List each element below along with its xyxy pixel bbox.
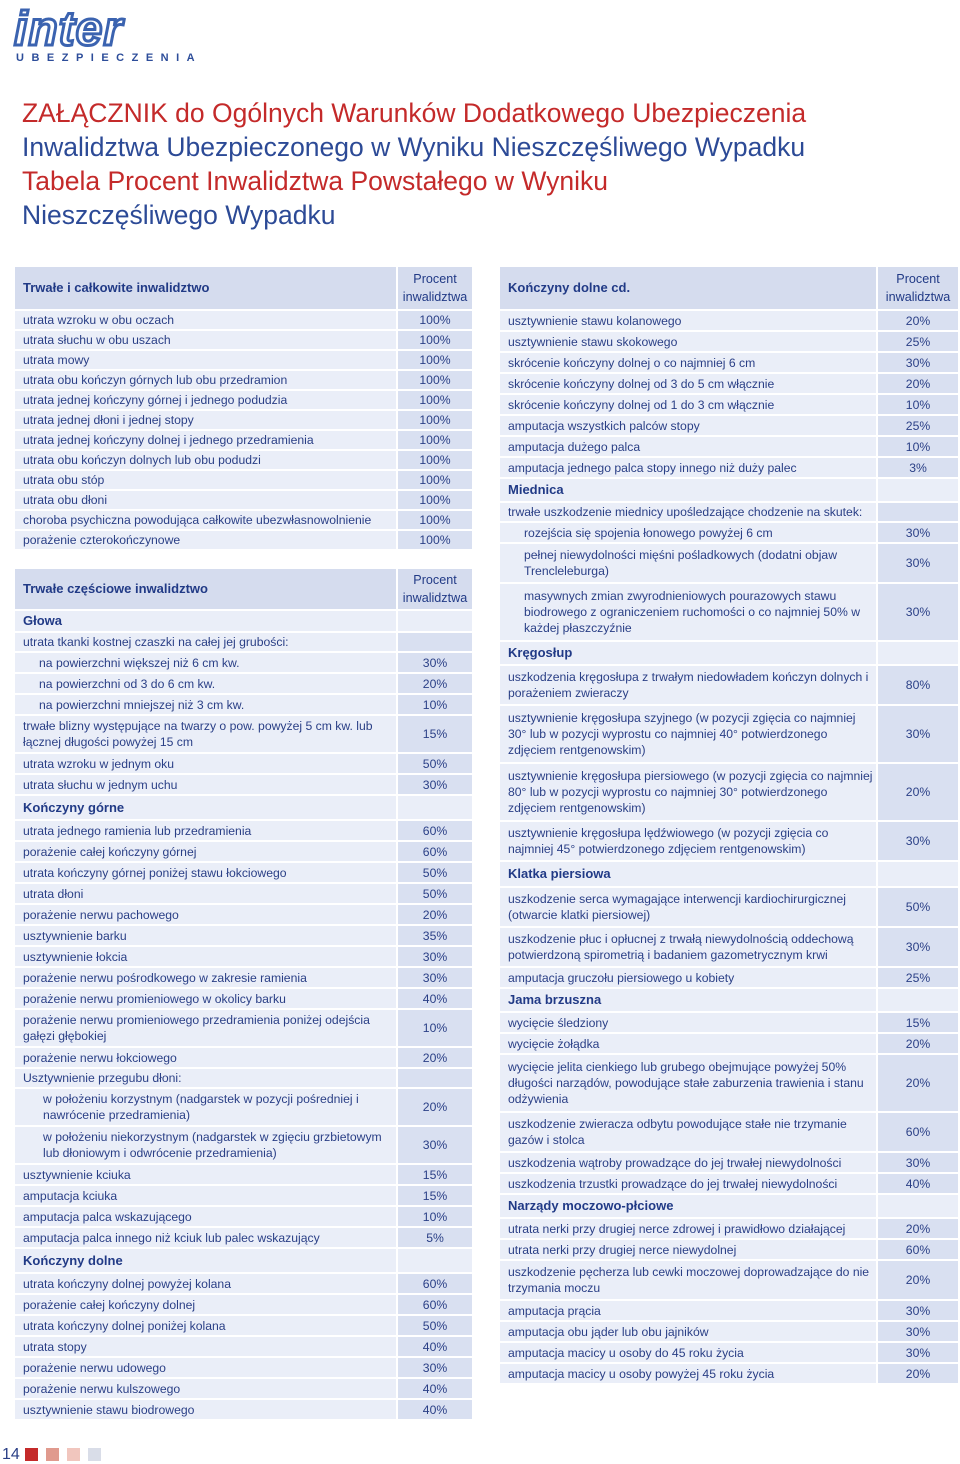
left-disability-table	[15, 267, 472, 1419]
table-row	[15, 329, 472, 349]
table-row	[500, 1217, 958, 1238]
section-title: Kończyny dolne	[15, 1247, 396, 1272]
row-description: utrata obu dłoni	[15, 489, 396, 509]
table-row	[500, 820, 958, 860]
row-description: na powierzchni mniejszej niż 3 cm kw.	[15, 693, 396, 714]
percent-value: 20%	[876, 1362, 958, 1383]
percent-value: 3%	[876, 456, 958, 477]
row-description: utrata słuchu w obu uszach	[15, 329, 396, 349]
row-description: porażenie całej kończyny górnej	[15, 840, 396, 861]
percent-value: 50%	[396, 752, 472, 773]
table-row	[15, 987, 472, 1008]
percent-value: 100%	[396, 489, 472, 509]
percent-value: 20%	[396, 1087, 472, 1125]
logo-wordmark: inter	[14, 3, 124, 56]
percent-value: 60%	[396, 1293, 472, 1314]
table-row	[15, 1356, 472, 1377]
table-row	[500, 435, 958, 456]
percent-value: 20%	[876, 1259, 958, 1299]
table-row	[500, 351, 958, 372]
section-heading-row	[500, 1193, 958, 1217]
title-line-2: Inwalidztwa Ubezpieczonego w Wyniku Nieszczęśliwego Wypadku	[22, 132, 806, 162]
section-heading-row	[500, 987, 958, 1011]
page-title	[22, 96, 922, 232]
row-description: Usztywnienie przegubu dłoni:	[15, 1067, 396, 1087]
row-description: utrata kończyny dolnej powyżej kolana	[15, 1272, 396, 1293]
row-description: w położeniu niekorzystnym (nadgarstek w zgięciu grzbietowym lub dłoniowym i odwrócenie przedramienia)	[15, 1125, 396, 1163]
table-row	[500, 1259, 958, 1299]
section-title: Narządy moczowo-płciowe	[500, 1193, 876, 1217]
inter-logo	[12, 3, 203, 64]
table-header-row	[15, 267, 472, 309]
row-description: uszkodzenia trzustki prowadzące do jej trwałej niewydolności	[500, 1172, 876, 1193]
footer-square-3	[67, 1448, 80, 1461]
table-row	[15, 309, 472, 329]
row-description: utrata stopy	[15, 1335, 396, 1356]
row-description: usztywnienie kręgosłupa lędźwiowego (w pozycji zgięcia co najmniej 45° potwierdzonego zdjęciem rentgenowskim)	[500, 820, 876, 860]
row-description: amputacja prącia	[500, 1299, 876, 1320]
table-row	[500, 664, 958, 704]
table-row	[15, 1184, 472, 1205]
footer-square-1	[25, 1448, 38, 1461]
footer-square-4	[88, 1448, 101, 1461]
percent-value: 30%	[876, 351, 958, 372]
row-description: na powierzchni większej niż 6 cm kw.	[15, 651, 396, 672]
table-row	[500, 1011, 958, 1032]
table-row	[500, 1299, 958, 1320]
table-row	[15, 631, 472, 651]
percent-value	[876, 501, 958, 521]
row-description: skrócenie kończyny dolnej o co najmniej 6 cm	[500, 351, 876, 372]
footer-square-2	[46, 1448, 59, 1461]
row-description: porażenie nerwu kulszowego	[15, 1377, 396, 1398]
percent-value	[876, 477, 958, 501]
table-row	[500, 521, 958, 542]
percent-value: 30%	[876, 926, 958, 966]
row-description: porażenie nerwu promieniowego przedramienia poniżej odejścia gałęzi głębokiej	[15, 1008, 396, 1046]
percent-column-header: Procent inwalidztwa	[876, 267, 958, 309]
row-description: pełnej niewydolności mięśni pośladkowych (dodatni objaw Trencleleburga)	[500, 542, 876, 582]
column-header-label: Trwałe i całkowite inwalidztwo	[15, 267, 396, 309]
row-description	[15, 549, 396, 567]
percent-value: 10%	[876, 435, 958, 456]
row-description: porażenie nerwu promieniowego w okolicy barku	[15, 987, 396, 1008]
title-line-3: Tabela Procent Inwalidztwa Powstałego w Wyniku	[22, 166, 608, 196]
percent-value: 10%	[396, 1008, 472, 1046]
percent-value: 25%	[876, 966, 958, 987]
table-row	[15, 651, 472, 672]
percent-value: 10%	[396, 693, 472, 714]
row-description: utrata jednej dłoni i jednej stopy	[15, 409, 396, 429]
row-description: uszkodzenie płuc i opłucnej z trwałą niewydolnością oddechową potwierdzoną spirometrią i badaniem gazometrycznym krwi	[500, 926, 876, 966]
percent-value: 10%	[396, 1205, 472, 1226]
table-row	[15, 1046, 472, 1067]
percent-column-header: Procent inwalidztwa	[396, 267, 472, 309]
percent-value: 100%	[396, 329, 472, 349]
section-heading-row	[15, 1247, 472, 1272]
row-description: uszkodzenia kręgosłupa z trwałym niedowładem kończyn dolnych i porażeniem zwieraczy	[500, 664, 876, 704]
percent-value: 30%	[876, 542, 958, 582]
table-row	[15, 529, 472, 549]
percent-value: 30%	[396, 945, 472, 966]
row-description: wycięcie żołądka	[500, 1032, 876, 1053]
table-row	[500, 926, 958, 966]
row-description: porażenie nerwu udowego	[15, 1356, 396, 1377]
percent-value: 40%	[396, 1398, 472, 1419]
row-description: amputacja jednego palca stopy innego niż duży palec	[500, 456, 876, 477]
row-description: porażenie nerwu łokciowego	[15, 1046, 396, 1067]
percent-value: 20%	[876, 309, 958, 330]
percent-value: 100%	[396, 309, 472, 329]
table-row	[15, 369, 472, 389]
percent-value: 30%	[876, 521, 958, 542]
table-row	[500, 886, 958, 926]
column-header-label: Kończyny dolne cd.	[500, 267, 876, 309]
percent-value: 30%	[396, 966, 472, 987]
row-description: usztywnienie barku	[15, 924, 396, 945]
title-line-1: ZAŁĄCZNIK do Ogólnych Warunków Dodatkowego Ubezpieczenia	[22, 98, 807, 128]
percent-value	[396, 549, 472, 567]
percent-value: 20%	[876, 1217, 958, 1238]
row-description: uszkodzenie serca wymagające interwencji kardiochirurgicznej (otwarcie klatki piersiowej)	[500, 886, 876, 926]
table-row	[500, 1341, 958, 1362]
row-description: utrata tkanki kostnej czaszki na całej jej grubości:	[15, 631, 396, 651]
table-row	[15, 389, 472, 409]
percent-value	[396, 631, 472, 651]
row-description: w położeniu korzystnym (nadgarstek w pozycji pośredniej i nawrócenie przedramienia)	[15, 1087, 396, 1125]
section-heading-row	[500, 640, 958, 664]
percent-value: 50%	[396, 861, 472, 882]
table-row	[15, 1205, 472, 1226]
percent-value: 60%	[396, 1272, 472, 1293]
percent-column-header: Procent inwalidztwa	[396, 567, 472, 609]
row-description: utrata kończyny górnej poniżej stawu łokciowego	[15, 861, 396, 882]
row-description: usztywnienie kręgosłupa piersiowego (w pozycji zgięcia co najmniej 80° lub w pozycji wyprostu co najmniej 30° potwierdzonego zdjęciem rentgenowskim)	[500, 762, 876, 820]
row-description: amputacja dużego palca	[500, 435, 876, 456]
percent-value: 40%	[396, 1335, 472, 1356]
table-row	[15, 945, 472, 966]
row-description: utrata wzroku w obu oczach	[15, 309, 396, 329]
row-description: amputacja macicy u osoby do 45 roku życia	[500, 1341, 876, 1362]
row-description: utrata wzroku w jednym oku	[15, 752, 396, 773]
row-description: utrata dłoni	[15, 882, 396, 903]
table-row	[500, 1320, 958, 1341]
table-row	[500, 966, 958, 987]
row-description: usztywnienie kciuka	[15, 1163, 396, 1184]
logo-subtitle: UBEZPIECZENIA	[16, 52, 203, 64]
percent-value	[396, 609, 472, 631]
table-row	[15, 509, 472, 529]
table-row	[15, 429, 472, 449]
percent-value: 30%	[876, 1320, 958, 1341]
percent-value: 100%	[396, 469, 472, 489]
section-title: Kręgosłup	[500, 640, 876, 664]
table-row	[500, 1362, 958, 1383]
percent-value: 100%	[396, 429, 472, 449]
row-description: utrata kończyny dolnej poniżej kolana	[15, 1314, 396, 1335]
row-description: porażenie nerwu pośrodkowego w zakresie ramienia	[15, 966, 396, 987]
table-row	[15, 966, 472, 987]
percent-value: 100%	[396, 529, 472, 549]
percent-value: 30%	[876, 704, 958, 762]
table-row	[15, 924, 472, 945]
row-description: amputacja obu jąder lub obu jajników	[500, 1320, 876, 1341]
percent-value: 40%	[396, 1377, 472, 1398]
table-row	[500, 330, 958, 351]
table-row	[15, 1087, 472, 1125]
percent-value: 15%	[876, 1011, 958, 1032]
percent-value	[396, 1067, 472, 1087]
percent-value: 30%	[876, 582, 958, 640]
table-row	[500, 1053, 958, 1111]
section-title: Jama brzuszna	[500, 987, 876, 1011]
table-row	[15, 693, 472, 714]
table-row	[15, 1335, 472, 1356]
row-description: amputacja palca innego niż kciuk lub palec wskazujący	[15, 1226, 396, 1247]
percent-value: 60%	[876, 1238, 958, 1259]
percent-value: 30%	[876, 1299, 958, 1320]
row-description: amputacja macicy u osoby powyżej 45 roku życia	[500, 1362, 876, 1383]
row-description: amputacja gruczołu piersiowego u kobiety	[500, 966, 876, 987]
table-row	[15, 1163, 472, 1184]
percent-value: 25%	[876, 414, 958, 435]
percent-value: 80%	[876, 664, 958, 704]
spacer-row	[15, 549, 472, 567]
row-description: utrata obu kończyn górnych lub obu przedramion	[15, 369, 396, 389]
percent-value: 15%	[396, 714, 472, 752]
section-title: Miednica	[500, 477, 876, 501]
percent-value: 30%	[396, 1356, 472, 1377]
row-description: porażenie czterokończynowe	[15, 529, 396, 549]
row-description: wycięcie jelita cienkiego lub grubego obejmujące powyżej 50% długości narządów, powodujące stałe zaburzenia trawienia i stanu odżywienia	[500, 1053, 876, 1111]
table-row	[500, 1032, 958, 1053]
section-title: Głowa	[15, 609, 396, 631]
table-row	[15, 1008, 472, 1046]
percent-value: 100%	[396, 389, 472, 409]
percent-value: 50%	[876, 886, 958, 926]
percent-value: 100%	[396, 509, 472, 529]
row-description: porażenie całej kończyny dolnej	[15, 1293, 396, 1314]
percent-value: 15%	[396, 1184, 472, 1205]
table-header-row	[15, 567, 472, 609]
percent-value: 5%	[396, 1226, 472, 1247]
row-description: amputacja wszystkich palców stopy	[500, 414, 876, 435]
section-heading-row	[15, 609, 472, 631]
table-row	[500, 372, 958, 393]
percent-value: 100%	[396, 449, 472, 469]
table-row	[15, 672, 472, 693]
percent-value: 40%	[876, 1172, 958, 1193]
percent-value: 50%	[396, 1314, 472, 1335]
row-description: trwałe blizny występujące na twarzy o pow. powyżej 5 cm kw. lub łącznej długości powyżej 15 cm	[15, 714, 396, 752]
percent-value: 20%	[396, 672, 472, 693]
table-row	[15, 1226, 472, 1247]
table-row	[15, 882, 472, 903]
percent-value	[876, 640, 958, 664]
row-description: utrata jednej kończyny górnej i jednego podudzia	[15, 389, 396, 409]
percent-value: 100%	[396, 349, 472, 369]
percent-value: 40%	[396, 987, 472, 1008]
section-title: Klatka piersiowa	[500, 860, 876, 886]
table-row	[15, 1293, 472, 1314]
row-description: skrócenie kończyny dolnej od 1 do 3 cm włącznie	[500, 393, 876, 414]
table-row	[15, 1398, 472, 1419]
row-description: usztywnienie kręgosłupa szyjnego (w pozycji zgięcia co najmniej 30° lub w pozycji wyprostu co najmniej 40° potwierdzonego zdjęciem rentgenowskim)	[500, 704, 876, 762]
table-row	[15, 1272, 472, 1293]
page-number: 14	[2, 1446, 20, 1463]
table-row	[15, 449, 472, 469]
percent-value: 20%	[876, 1053, 958, 1111]
row-description: masywnych zmian zwyrodnieniowych pourazowych stawu biodrowego z ograniczeniem ruchomości o co najmniej 50% w każdej płaszczyźnie	[500, 582, 876, 640]
row-description: trwałe uszkodzenie miednicy upośledzające chodzenie na skutek:	[500, 501, 876, 521]
row-description: usztywnienie stawu biodrowego	[15, 1398, 396, 1419]
row-description: utrata nerki przy drugiej nerce zdrowej i prawidłowo działającej	[500, 1217, 876, 1238]
percent-value: 60%	[396, 840, 472, 861]
row-description: utrata obu stóp	[15, 469, 396, 489]
percent-value: 20%	[876, 762, 958, 820]
row-description: uszkodzenie zwieracza odbytu powodujące stałe nie trzymanie gazów i stolca	[500, 1111, 876, 1151]
percent-value: 30%	[396, 773, 472, 794]
section-title: Kończyny górne	[15, 794, 396, 819]
row-description: utrata jednego ramienia lub przedramienia	[15, 819, 396, 840]
row-description: porażenie nerwu pachowego	[15, 903, 396, 924]
table-row	[500, 309, 958, 330]
row-description: uszkodzenie pęcherza lub cewki moczowej doprowadzające do nie trzymania moczu	[500, 1259, 876, 1299]
row-description: wycięcie śledziony	[500, 1011, 876, 1032]
table-row	[500, 582, 958, 640]
percent-value: 30%	[396, 1125, 472, 1163]
percent-value: 20%	[876, 372, 958, 393]
percent-value: 10%	[876, 393, 958, 414]
percent-value: 50%	[396, 882, 472, 903]
column-header-label: Trwałe częściowe inwalidztwo	[15, 567, 396, 609]
table-row	[15, 1314, 472, 1335]
row-description: na powierzchni od 3 do 6 cm kw.	[15, 672, 396, 693]
section-heading-row	[500, 860, 958, 886]
percent-value: 20%	[396, 1046, 472, 1067]
table-header-row	[500, 267, 958, 309]
section-heading-row	[15, 794, 472, 819]
percent-value	[396, 794, 472, 819]
table-row	[500, 1238, 958, 1259]
percent-value	[876, 860, 958, 886]
table-row	[15, 349, 472, 369]
table-row	[15, 1125, 472, 1163]
table-row	[500, 456, 958, 477]
table-row	[15, 840, 472, 861]
row-description: utrata słuchu w jednym uchu	[15, 773, 396, 794]
row-description: amputacja kciuka	[15, 1184, 396, 1205]
percent-value	[876, 1193, 958, 1217]
table-row	[500, 501, 958, 521]
table-row	[15, 1067, 472, 1087]
percent-value: 100%	[396, 409, 472, 429]
row-description: rozejścia się spojenia łonowego powyżej 6 cm	[500, 521, 876, 542]
table-row	[500, 542, 958, 582]
percent-value	[876, 987, 958, 1011]
percent-value: 100%	[396, 369, 472, 389]
table-row	[500, 704, 958, 762]
percent-value: 20%	[396, 903, 472, 924]
row-description: choroba psychiczna powodująca całkowite ubezwłasnowolnienie	[15, 509, 396, 529]
row-description: utrata mowy	[15, 349, 396, 369]
table-row	[15, 1377, 472, 1398]
table-row	[15, 409, 472, 429]
percent-value: 35%	[396, 924, 472, 945]
title-line-4: Nieszczęśliwego Wypadku	[22, 200, 336, 230]
row-description: usztywnienie łokcia	[15, 945, 396, 966]
table-row	[500, 1111, 958, 1151]
percent-value: 25%	[876, 330, 958, 351]
percent-value: 30%	[876, 1151, 958, 1172]
percent-value: 20%	[876, 1032, 958, 1053]
row-description: usztywnienie stawu skokowego	[500, 330, 876, 351]
row-description: usztywnienie stawu kolanowego	[500, 309, 876, 330]
right-disability-table	[500, 267, 958, 1383]
row-description: skrócenie kończyny dolnej od 3 do 5 cm włącznie	[500, 372, 876, 393]
table-row	[500, 414, 958, 435]
table-row	[15, 819, 472, 840]
row-description: utrata obu kończyn dolnych lub obu podudzi	[15, 449, 396, 469]
section-heading-row	[500, 477, 958, 501]
percent-value: 60%	[396, 819, 472, 840]
table-row	[15, 752, 472, 773]
table-row	[500, 393, 958, 414]
row-description: uszkodzenia wątroby prowadzące do jej trwałej niewydolności	[500, 1151, 876, 1172]
table-row	[15, 489, 472, 509]
percent-value: 60%	[876, 1111, 958, 1151]
row-description: utrata jednej kończyny dolnej i jednego przedramienia	[15, 429, 396, 449]
table-row	[15, 903, 472, 924]
table-row	[500, 762, 958, 820]
percent-value	[396, 1247, 472, 1272]
row-description: utrata nerki przy drugiej nerce niewydolnej	[500, 1238, 876, 1259]
table-row	[15, 714, 472, 752]
percent-value: 30%	[876, 1341, 958, 1362]
table-row	[500, 1172, 958, 1193]
percent-value: 15%	[396, 1163, 472, 1184]
row-description: amputacja palca wskazującego	[15, 1205, 396, 1226]
table-row	[15, 469, 472, 489]
table-row	[15, 773, 472, 794]
percent-value: 30%	[396, 651, 472, 672]
percent-value: 30%	[876, 820, 958, 860]
table-row	[500, 1151, 958, 1172]
table-row	[15, 861, 472, 882]
